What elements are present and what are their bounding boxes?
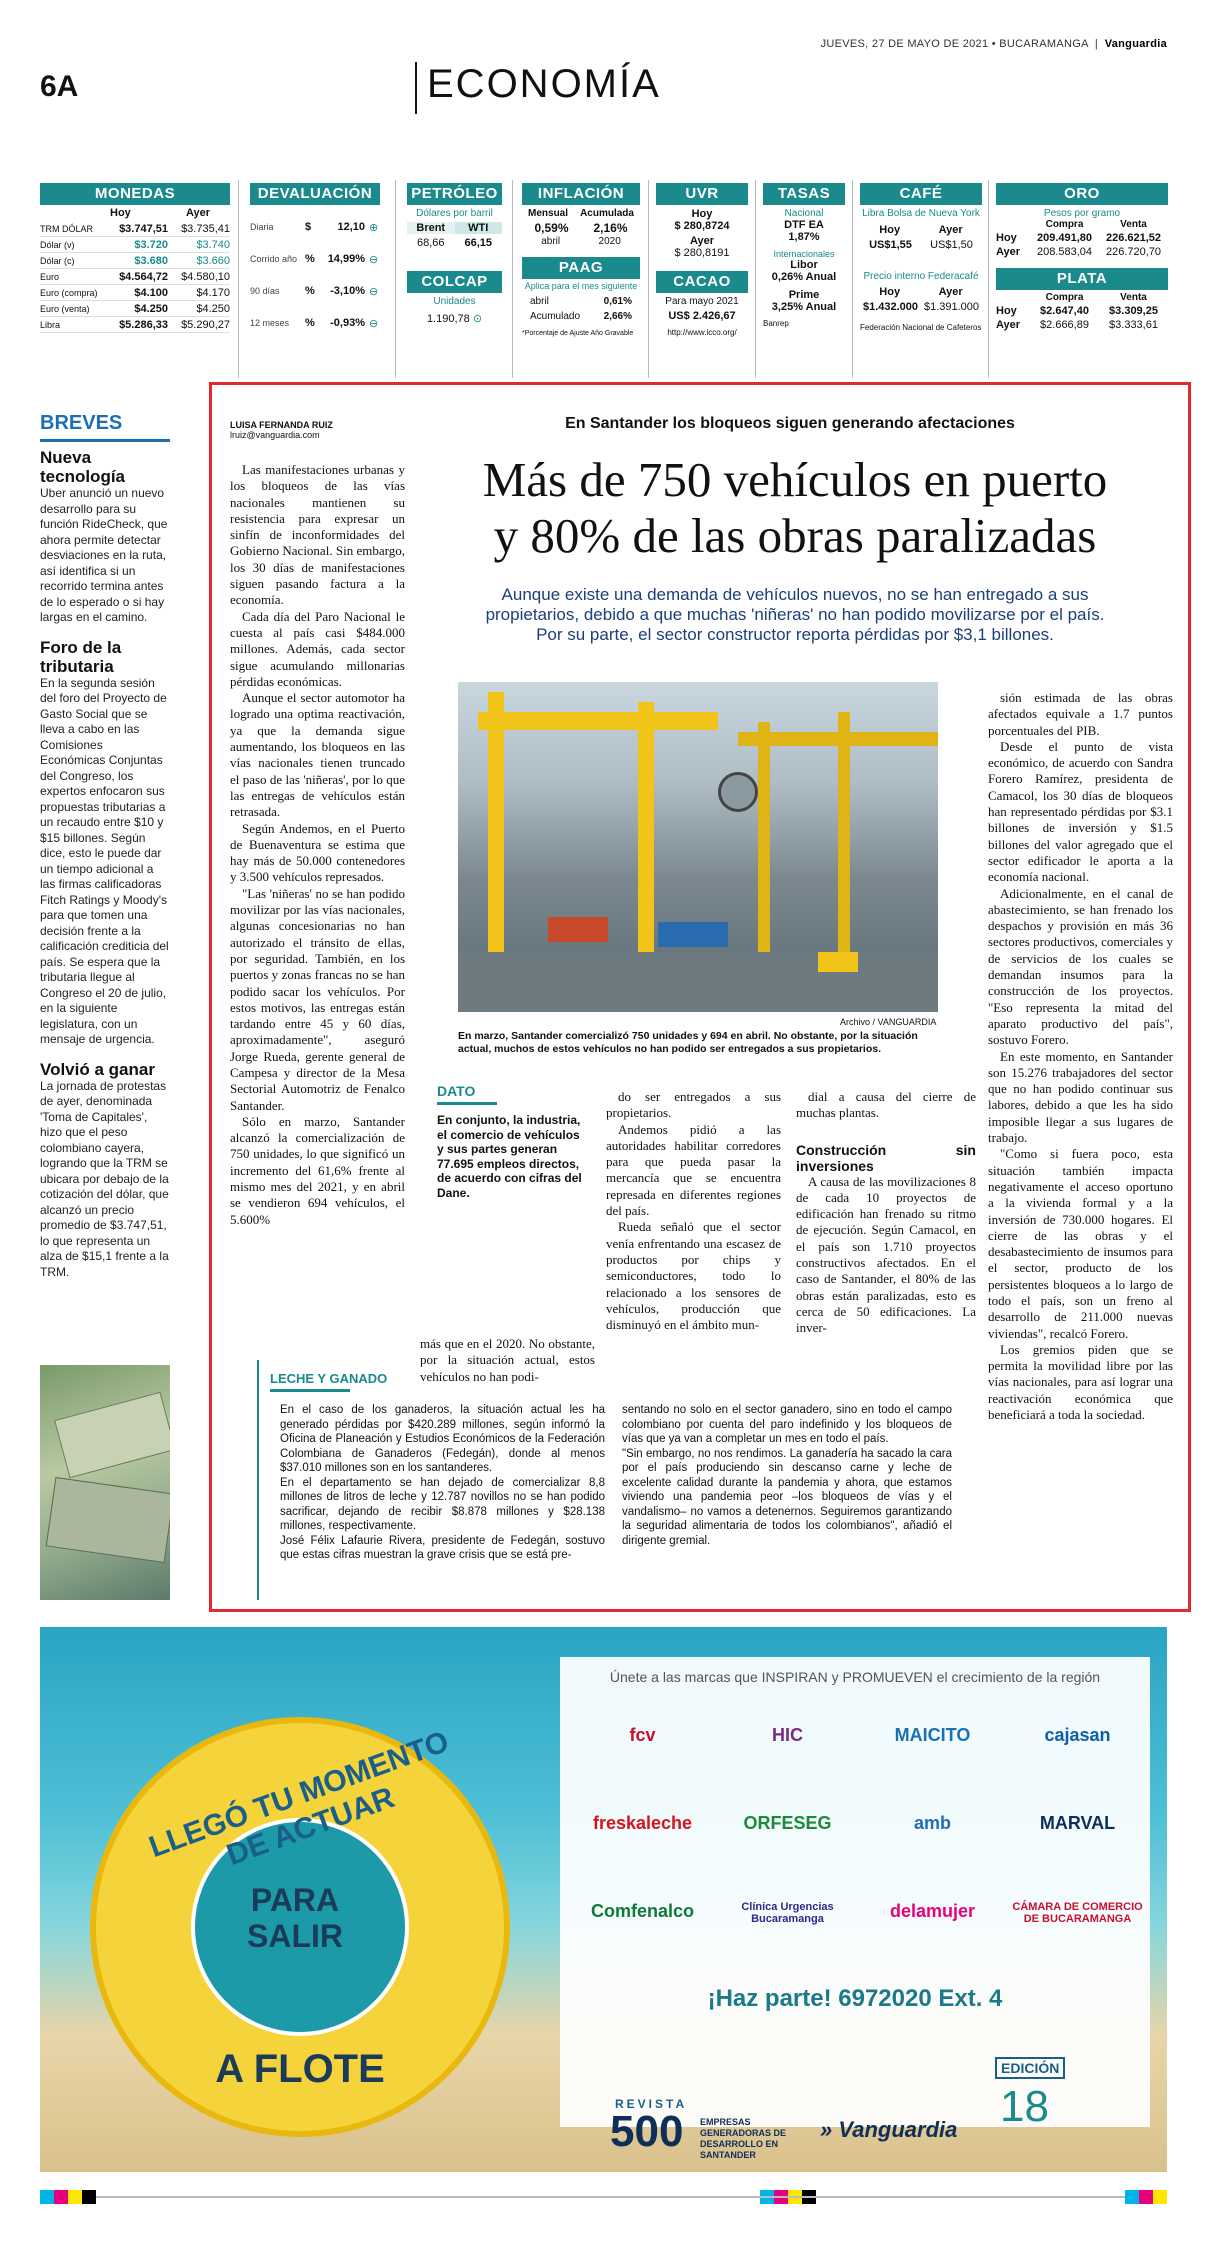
section-title: ECONOMÍA [415,62,661,114]
dato-text: En conjunto, la industria, el comercio de vehículos y sus partes generan 77.695 empleos directos, de acuerdo con cifras del Dane. [437,1113,582,1200]
lead: Aunque existe una demanda de vehículos nuevos, no se han entregado a sus propietarios, debido a que muchas 'niñeras' no han podido movilizarse por el país. Por su parte, el sector constructor reporta pérdidas por $3,1 billones. [485,585,1105,644]
tasas-l5: Prime [788,289,820,301]
uvr-hoy-label: Hoy [691,208,713,220]
tasas-panel [763,183,845,328]
paag-title: PAAG [522,257,640,279]
paragraph: dial a causa del cierre de muchas plantas. [796,1089,976,1121]
uvr-ayer: $ 280,8191 [674,247,730,259]
moneda-ayer: $3.740 [196,238,230,251]
tasas-v2: 0,26% Anual [771,271,837,283]
paragraph: do ser entregados a sus propietarios. [606,1089,781,1121]
monedas-panel [40,183,230,333]
moneda-row [40,301,230,317]
photo-credit: Archivo / VANGUARDIA [840,1017,937,1027]
cafe-ayer-label-2: Ayer [938,286,963,298]
arrow-down-icon: ⊖ [369,317,379,330]
page-number: 6A [40,70,79,103]
breves-title: BREVES [40,412,123,434]
leche-col2 [622,1403,952,1548]
moneda-label: TRM DÓLAR [40,223,94,234]
arrow-down-icon: ⊙ [472,313,483,325]
arrow-down-icon: ⊖ [369,285,379,298]
plata-ayer-label: Ayer [996,319,1021,331]
moneda-label: Euro (compra) [40,287,98,298]
port-photo [458,682,938,1012]
deval-label: Corrido año [250,254,298,264]
ring-para-salir: PARA SALIR [247,1882,343,1954]
paragraph: A causa de las movilizaciones 8 de cada 10 proyectos de edificación han frenado su ritmo de ejecución. Según Camacol, en el país son 1.710 proyectos constructivos afectados. En el caso de Santander, el 80% de las obras están paralizadas, esto es cerca de 50 edificaciones. La inver- [796,1173,976,1336]
breve-head: Volvió a ganar [40,1059,155,1079]
wti-value: 66,15 [464,237,493,249]
paragraph: Los gremios piden que se permita la movilidad libre por las vías nacionales, para así lograr una reactivación económica que beneficiará a toda la sociedad. [988,1341,1173,1423]
paragraph: Adicionalmente, en el canal de abastecimiento, se han frenado los despachos y provisión en más 36 sectores productivos, comerciales y de servicios de los cuales se demandan insumos para la construcción de los proyectos. "Eso representa la mitad del aparato productivo del país", sostuvo Forero. [988,885,1173,1048]
paag-l2: Acumulado [530,311,581,322]
uvr-hoy: $ 280,8724 [674,220,730,232]
deval-unit: $ [305,221,312,233]
sponsor-logo: MAICITO [894,1725,971,1745]
inflacion-h1: Mensual [528,208,569,219]
moneda-ayer: $4.250 [196,302,230,315]
colcap-value: 1.190,78 [426,313,470,325]
deval-value: 12,10 [337,221,365,233]
deval-label: 12 meses [250,318,290,328]
paragraph: En este momento, en Santander son 15.276 trabajadores del sector que no han podido continuar sus labores, debido a que les ha sido imposible llegar a sus lugares de trabajo. [988,1048,1173,1146]
sponsor-logo: freskaleche [592,1813,693,1833]
moneda-label: Euro [40,271,60,282]
leche-col1 [280,1403,605,1563]
col-ayer: Ayer [185,207,210,219]
sponsor-logo: Comfenalco [590,1901,695,1921]
paag-v1: 0,61% [603,296,632,307]
sponsor-logo: ORFESEG [743,1813,832,1833]
tasas-v3: 3,25% Anual [771,301,837,313]
moneda-hoy: $3.720 [134,238,168,251]
headline [405,452,1185,564]
cafe-title: CAFÉ [860,183,982,205]
breve-item [40,448,170,626]
oro-ayer-v: 226.720,70 [1105,246,1162,258]
deval-value: 14,99% [327,253,365,265]
uvr-title: UVR [656,183,748,205]
dato-box [437,1083,582,1200]
moneda-row [40,269,230,285]
sponsor-logo: CÁMARA DE COMERCIO DE BUCARAMANGA [1012,1901,1143,1925]
sponsor-logo: cajasan [1044,1725,1111,1745]
paragraph: José Félix Lafaurie Rivera, presidente de Fedegán, sostuvo que estas cifras muestran la grave crisis que se está pre- [280,1534,605,1561]
petroleo-panel [407,183,502,325]
breve-item [40,1060,170,1281]
arrow-up-icon: ⊕ [369,221,379,234]
breve-text: Uber anunció un nuevo desarrollo para su función RideCheck, que ahora permite detectar desviaciones en la ruta, así identifica si un recorrido termina antes de lo esperado o si hay largas en el camino. [40,486,168,624]
deval-label: 90 días [250,286,280,296]
tasas-src: Banrep [763,319,789,328]
paragraph: "Las 'niñeras' no se han podido movilizar por las vías nacionales, algunas concesionarias no han autorizado el tránsito de ellas, por seguridad. También, en los puertos y zonas francas no se han podido sacar los vehículos. Por estos motivos, las entregas están tardando entre 45 y 60 días, aproximadamente", aseguró Jorge Rueda, gerente general de Campesa y director de la Mesa Sectorial Automotriz de Fenalco Santander. [230,885,405,1113]
oro-venta: Venta [1120,219,1147,230]
plata-hoy-c: $2.647,40 [1040,305,1089,317]
sponsor-logo: fcv [629,1725,656,1745]
breves-sidebar [40,412,170,1292]
colcap-title: COLCAP [407,271,502,293]
oro-panel [996,183,1168,331]
deval-value: -0,93% [330,317,365,329]
moneda-hoy: $4.100 [134,286,168,299]
article-col3 [606,1089,781,1333]
kicker: En Santander los bloqueos siguen generando afectaciones [565,415,1015,432]
deval-unit: % [305,317,315,329]
plata-ayer-v: $3.333,61 [1109,319,1158,331]
deval-unit: % [305,285,315,297]
paragraph: Desde el punto de vista económico, de acuerdo con Sandra Forero Ramírez, presidenta de Camacol, los 30 días de bloqueos han representado pérdidas por $3.1 billones de inversión y $1.5 billones del valor agregado que el sector edificador le aporta a la economía nacional. [988,738,1173,885]
byline [230,420,430,440]
plata-title: PLATA [996,268,1168,290]
paragraph: sión estimada de las obras afectados equivale a 1.7 puntos porcentuales del PIB. [988,690,1173,738]
paragraph: "Sin embargo, no nos rendimos. La ganadería ha sacado la cara por el país produciendo sin descanso carne y leche de excelente calidad durante la pandemia y ahora, que estamos viviendo una pandemia peor –los bloqueos de vías y el vandalismo– no vamos a detenernos. Seguiremos garantizando la seguridad alimentaria de todos los colombianos", añadió el dirigente gremial. [622,1447,952,1547]
paragraph: Cada día del Paro Nacional le cuesta al país casi $484.000 millones. Además, cada sector sigue acumulando millonarias pérdidas económicas. [230,608,405,689]
cafe-ayer-label: Ayer [938,224,963,236]
monedas-title: MONEDAS [40,183,230,205]
leche-title: LECHE Y GANADO [270,1371,388,1386]
deval-unit: % [305,253,315,265]
moneda-label: Euro (venta) [40,303,90,314]
moneda-hoy: $3.747,51 [119,222,168,235]
paragraph: Sólo en marzo, Santander alcanzó la comercialización de 750 unidades, lo que significó un incremento del 61,6% frente al mismo mes del 2021, y en abril se vendieron 694 vehículos, el 5.600% [230,1113,405,1227]
devaluacion-row [250,211,380,243]
breve-item [40,638,170,1048]
moneda-row [40,237,230,253]
edicion-number: 18 [1000,2082,1049,2131]
paag-v2: 2,66% [603,311,632,322]
cacao-title: CACAO [656,271,748,293]
cafe-sub2: Precio interno Federacafé [863,271,979,282]
arrow-down-icon: ⊖ [369,253,379,266]
paag-l1: abril [530,296,549,307]
author-email: lruiz@vanguardia.com [230,430,320,440]
revista-empresas: EMPRESAS GENERADORAS DE DESARROLLO EN SANTANDER [700,2117,787,2160]
moneda-hoy: $5.286,33 [119,318,168,331]
oro-title: ORO [996,183,1168,205]
devaluacion-row [250,243,380,275]
paragraph: "Como si fuera poco, esta situación también impacta negativamente el acceso oportuno a la vivienda formal y a la inversión de 730.000 hogares. El cierre de las obras y el desabastecimiento de insumos para el sector, producto de los persistentes bloqueos a lo largo de todo el país, son un freno al desarrollo de 211.000 nuevas viviendas", recalcó Forero. [988,1146,1173,1341]
moneda-ayer: $3.660 [196,254,230,267]
inflacion-v2: 2,16% [593,221,628,235]
tasas-l2: DTF EA [784,219,824,231]
oro-hoy-v: 226.621,52 [1105,232,1162,244]
cacao-sub: Para mayo 2021 [665,296,739,307]
dato-title: DATO [437,1083,476,1099]
article-col5 [988,690,1173,1423]
subhead-construccion: Construcción sin inversiones [796,1141,976,1174]
moneda-row [40,221,230,237]
devaluacion-title: DEVALUACIÓN [250,183,380,205]
plata-compra: Compra [1045,292,1084,303]
breve-head: Foro de la tributaria [40,637,122,676]
devaluacion-row [250,307,380,339]
colcap-sub: Unidades [433,296,476,307]
sponsor-logo: amb [913,1813,951,1833]
money-photo [40,1365,170,1600]
cafe-ayer2: $1.391.000 [923,301,980,313]
paragraph: Aunque el sector automotor ha logrado una optima reactivación, ya que la demanda sigue aumentando, los bloqueos en las vías nacionales tienen truncado el paso de las 'niñeras', por lo que las entregas de vehículos están retrasada. [230,690,405,820]
paragraph: Según Andemos, en el Puerto de Buenaventura se estima que hay más de 50.000 contenedores y 3.500 vehículos represados. [230,820,405,885]
author: LUISA FERNANDA RUIZ [230,420,333,430]
call-to-action[interactable]: ¡Haz parte! 6972020 Ext. 4 [707,1985,1003,2012]
tasas-l1: Nacional [784,208,824,219]
inflacion-panel [522,183,640,337]
cafe-sub1: Libra Bolsa de Nueva York [862,208,980,219]
edicion-label: EDICIÓN [995,2057,1065,2079]
ring-a-flote: A FLOTE [215,2047,385,2091]
photo-caption: En marzo, Santander comercializó 750 unidades y 694 en abril. No obstante, por la situación actual, muchos de estos vehículos no han podido ser entregados a sus propietarios. [458,1030,918,1055]
cacao-url: http://www.icco.org/ [667,328,737,337]
article-col4 [796,1089,976,1337]
devaluacion-row [250,275,380,307]
petroleo-title: PETRÓLEO [407,183,502,205]
deval-value: -3,10% [330,285,365,297]
sponsor-logo: delamujer [889,1901,976,1921]
revista-label: REVISTA [615,2097,688,2111]
devaluacion-panel [250,183,380,339]
oro-hoy-c: 209.491,80 [1036,232,1093,244]
breve-text: En la segunda sesión del foro del Proyecto de Gasto Social que se lleva a cabo en las Comisiones Económicas Conjuntas del Congreso, los expertos enfocaron sus propuestas tributarias a un recaudo entre $10 y $15 billones. Según dice, esto le puede dar un tiempo adicional a las firmas calificadoras Fitch Ratings y Moody's para que tomen una decisión frente a la calificación crediticia del país. Se espera que la tributaria llegue al Congreso el 20 de julio, en la siguiente legislatura, con un mensaje de urgencia. [40,675,169,1046]
moneda-ayer: $4.170 [196,286,230,299]
sponsors-header: Únete a las marcas que INSPIRAN y PROMUEVEN el crecimiento de la región [609,1669,1101,1685]
revista-500: 500 [610,2107,684,2156]
uvr-ayer-label: Ayer [689,235,715,247]
cafe-hoy-label: Hoy [879,224,901,236]
oro-hoy-label: Hoy [996,232,1017,244]
uvr-panel [656,183,748,337]
tasas-l3: Internacionales [773,249,835,259]
inflacion-s1: abril [541,236,561,247]
sponsor-logo: HIC [772,1725,803,1745]
plata-hoy-label: Hoy [996,305,1017,317]
plata-ayer-c: $2.666,89 [1040,319,1089,331]
vanguardia-logo: » Vanguardia [820,2117,958,2142]
brent-label: Brent [407,222,455,234]
cafe-hoy-label-2: Hoy [879,286,901,298]
tasas-l4: Libor [790,259,818,271]
paag-sub: Aplica para el mes siguiente [524,281,638,291]
cafe-hoy2: $1.432.000 [862,301,919,313]
moneda-hoy: $4.250 [134,302,168,315]
petroleo-sub: Dólares por barril [416,208,493,219]
paragraph: Andemos pidió a las autoridades habilitar corredores para que pueda pasar la mercancía que se encuentra represada en diferentes regiones del país. [606,1121,781,1219]
inflacion-title: INFLACIÓN [522,183,640,205]
cafe-src: Federación Nacional de Cafeteros [860,323,982,332]
cacao-value: US$ 2.426,67 [668,310,736,322]
leche-header [270,1371,570,1392]
paragraph: En el caso de los ganaderos, la situación actual les ha generado pérdidas por $420.289 millones, según informó la Oficina de Planeación y Estudios Económicos de la Federación Colombiana de Ganaderos (Fedegán), donde al menos $37.010 millones son en los santanderes. [280,1404,605,1474]
moneda-row [40,285,230,301]
advertisement [40,1627,1167,2172]
oro-compra: Compra [1045,219,1084,230]
moneda-row [40,317,230,333]
moneda-label: Libra [40,319,61,330]
cafe-ayer: US$1,50 [930,239,973,251]
inflacion-h2: Acumulada [580,208,634,219]
tasas-v1: 1,87% [788,231,820,243]
sponsor-logo: MARVAL [1039,1813,1116,1833]
moneda-hoy: $4.564,72 [119,270,168,283]
cafe-panel [860,183,982,332]
deval-label: Diaria [250,222,274,232]
moneda-ayer: $4.580,10 [181,270,230,283]
paag-note: *Porcentaje de Ajuste Año Gravable [522,330,634,337]
plata-venta: Venta [1120,292,1147,303]
brand-name: Vanguardia [1104,38,1167,50]
moneda-hoy: $3.680 [134,254,168,267]
article-col1 [230,462,405,1352]
sponsor-logo: Clínica Urgencias Bucaramanga [741,1901,834,1925]
tasas-title: TASAS [763,183,845,205]
inflacion-v1: 0,59% [534,221,569,235]
paragraph: Las manifestaciones urbanas y los bloqueos de las vías nacionales mantienen su resistencia para expresar un sinfín de inconformidades del Gobierno Nacional. Sin embargo, los 30 días de manifestaciones siguen pasando factura a la economía. [230,462,405,608]
moneda-ayer: $5.290,27 [181,318,230,331]
col-hoy: Hoy [110,207,131,219]
moneda-label: Dólar (c) [40,255,75,266]
cafe-hoy: US$1,55 [869,239,912,251]
breve-text: La jornada de protestas de ayer, denominada 'Toma de Capitales', hizo que el peso colombiano cayera, logrando que la TRM se ubicara por debajo de la cotización del dólar, que alcanzó un precio promedio de $3.747,51, lo que representa un alza de $15,1 frente a la TRM. [40,1078,169,1279]
breve-head: Nueva tecnología [40,448,126,486]
oro-sub: Pesos por gramo [1043,208,1121,219]
wti-label: WTI [455,222,503,234]
headline-line2: y 80% de las obras paralizadas [493,508,1097,563]
moneda-ayer: $3.735,41 [181,222,230,235]
inflacion-s2: 2020 [598,236,621,247]
paragraph: Rueda señaló que el sector venía enfrentando una escasez de productos por chips y semiconductores, todo lo relacionado a los sensores de vehículos, producción que disminuyó en el ámbito mun- [606,1219,781,1333]
moneda-label: Dólar (v) [40,239,75,250]
ring-slogan: LLEGÓ TU MOMENTO DE ACTUAR [144,1724,454,1873]
paragraph: En el departamento se han dejado de comercializar 8,8 millones de litros de leche y 12.787 novillos no se han podido sacrificar, dejando de recibir $8.878 millones y $28.138 millones, respectivamente. [280,1476,605,1532]
oro-ayer-label: Ayer [996,246,1021,258]
header-date: JUEVES, 27 DE MAYO DE 2021 • BUCARAMANGA | Vanguardia [820,38,1167,50]
article-col2-top: más que en el 2020. No obstante, por la situación actual, estos vehículos no han podi- [420,1336,595,1384]
plata-hoy-v: $3.309,25 [1109,305,1158,317]
moneda-row [40,253,230,269]
paragraph: sentando no solo en el sector ganadero, sino en todo el campo colombiano por cuenta del paro indefinido y los bloqueos de vías que ya van a completar un mes en todo el país. [622,1404,952,1445]
oro-ayer-c: 208.583,04 [1036,246,1093,258]
brent-value: 68,66 [416,237,445,249]
headline-line1: Más de 750 vehículos en puerto [482,452,1108,507]
